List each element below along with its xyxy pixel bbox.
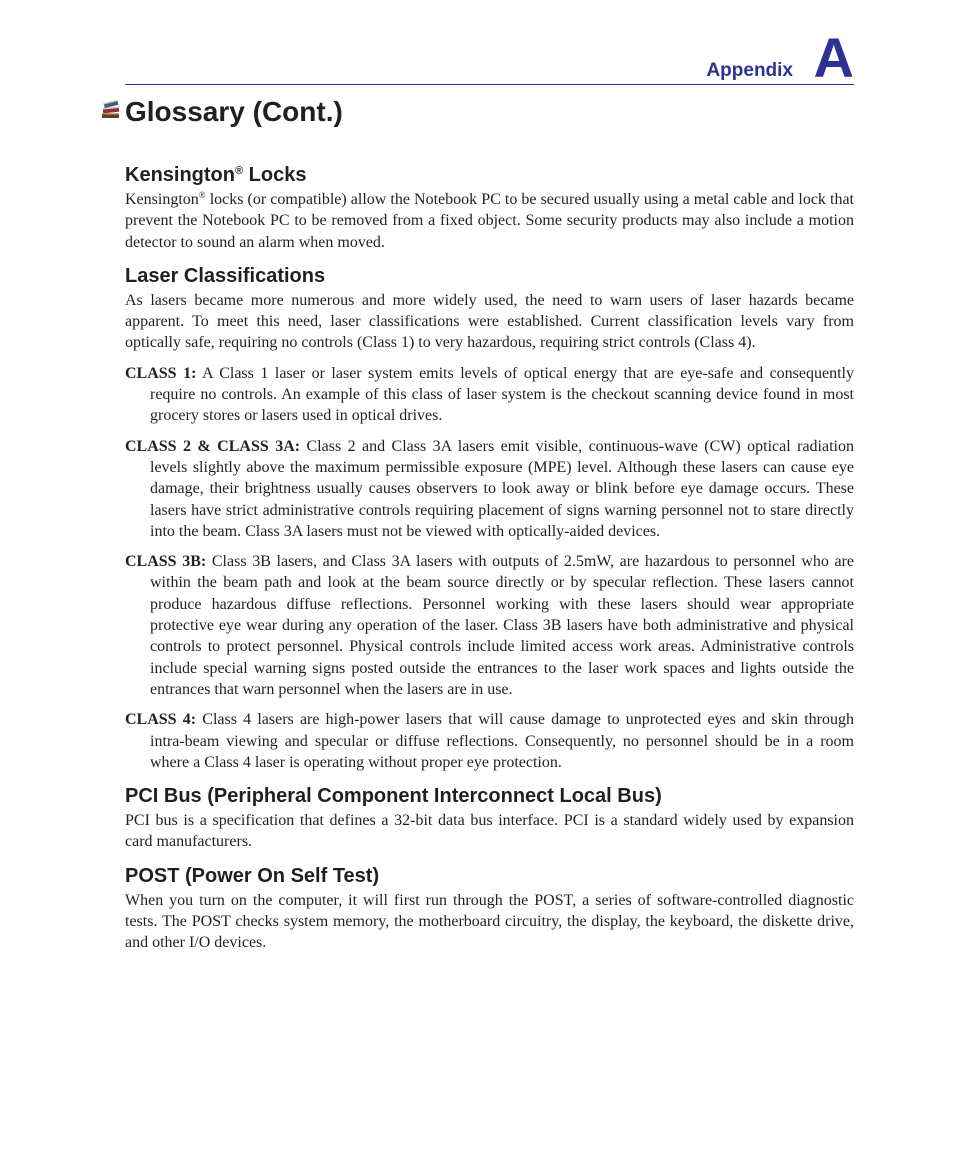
glossary-content [125,161,854,954]
post-heading: POST (Power On Self Test) [125,864,380,887]
class-term: CLASS 4: [125,711,197,729]
laser-class-item: CLASS 1: A Class 1 laser or laser system emits levels of optical energy that are eye-safe and consequently require no controls. An example of this class of laser system is the checkout scanning device found in most grocery stores or lasers used in optical drives. [125,364,855,425]
laser-intro: As lasers became more numerous and more widely used, the need to warn users of laser hazards became apparent. To meet this need, laser classifications were established. Current classification levels vary from optically safe, requiring no controls (Class 1) to very hazardous, requiring strict controls (Class 4). [125,291,854,352]
kensington-heading: Kensington® Locks [125,164,307,186]
pci-body: PCI bus is a specification that defines a 32-bit data bus interface. PCI is a standard widely used by expansion card manufacturers. [125,812,854,851]
post-body: When you turn on the computer, it will first run through the POST, a series of software-controlled diagnostic tests. The POST checks system memory, the motherboard circuitry, the display, the keyboard, the diskette drive, and other I/O devices. [125,891,854,952]
laser-class-item: CLASS 4: Class 4 lasers are high-power lasers that will cause damage to unprotected eyes and skin through intra-beam viewing and specular or diffuse reflections. Consequently, no personnel should be in a room where a Class 4 laser is operating without proper eye protection. [125,711,854,771]
page-title: Glossary (Cont.) [125,96,343,127]
books-icon [100,99,121,120]
pci-heading: PCI Bus (Peripheral Component Interconnect Local Bus) [125,785,662,808]
class-term: CLASS 1: [125,364,197,382]
class-term: CLASS 2 & CLASS 3A: [125,437,301,455]
laser-class-item: CLASS 3B: Class 3B lasers, and Class 3A lasers with outputs of 2.5mW, are hazardous to personnel who are within the beam path and look at the beam source directly or by specular reflection. These lasers cannot produce hazardous diffuse reflections. Personnel working with these lasers should wear appropriate protective eye wear during any operation of the laser. Class 3B lasers have both administrative and physical controls to protect personnel. Physical controls include limited access work areas. Administrative controls include special warning signs posted outside the entrances to the laser work spaces and lights outside the entrances that warn personnel when the lasers are in use. [125,553,854,698]
laser-class-item: CLASS 2 & CLASS 3A: Class 2 and Class 3A lasers emit visible, continuous-wave (CW) optical radiation levels slightly above the maximum permissible exposure (MPE) level. Although these lasers can cause eye damage, their brightness usually causes observers to look away or blink before eye damage occurs. These lasers have strict administrative controls requiring placement of signs warning personnel not to stare directly into the beam. Class 3A lasers must not be viewed with optically-aided devices. [125,437,854,540]
appendix-label: Appendix [706,60,793,81]
appendix-letter: A [813,26,854,89]
laser-heading: Laser Classifications [125,264,326,287]
kensington-body: Kensington® locks (or compatible) allow the Notebook PC to be secured usually using a metal cable and lock that prevent the Notebook PC to be removed from a fixed object. Some security products may also include a motion detector to sound an alarm when moved. [125,190,854,251]
class-term: CLASS 3B: [125,553,207,571]
page-header [125,26,854,89]
